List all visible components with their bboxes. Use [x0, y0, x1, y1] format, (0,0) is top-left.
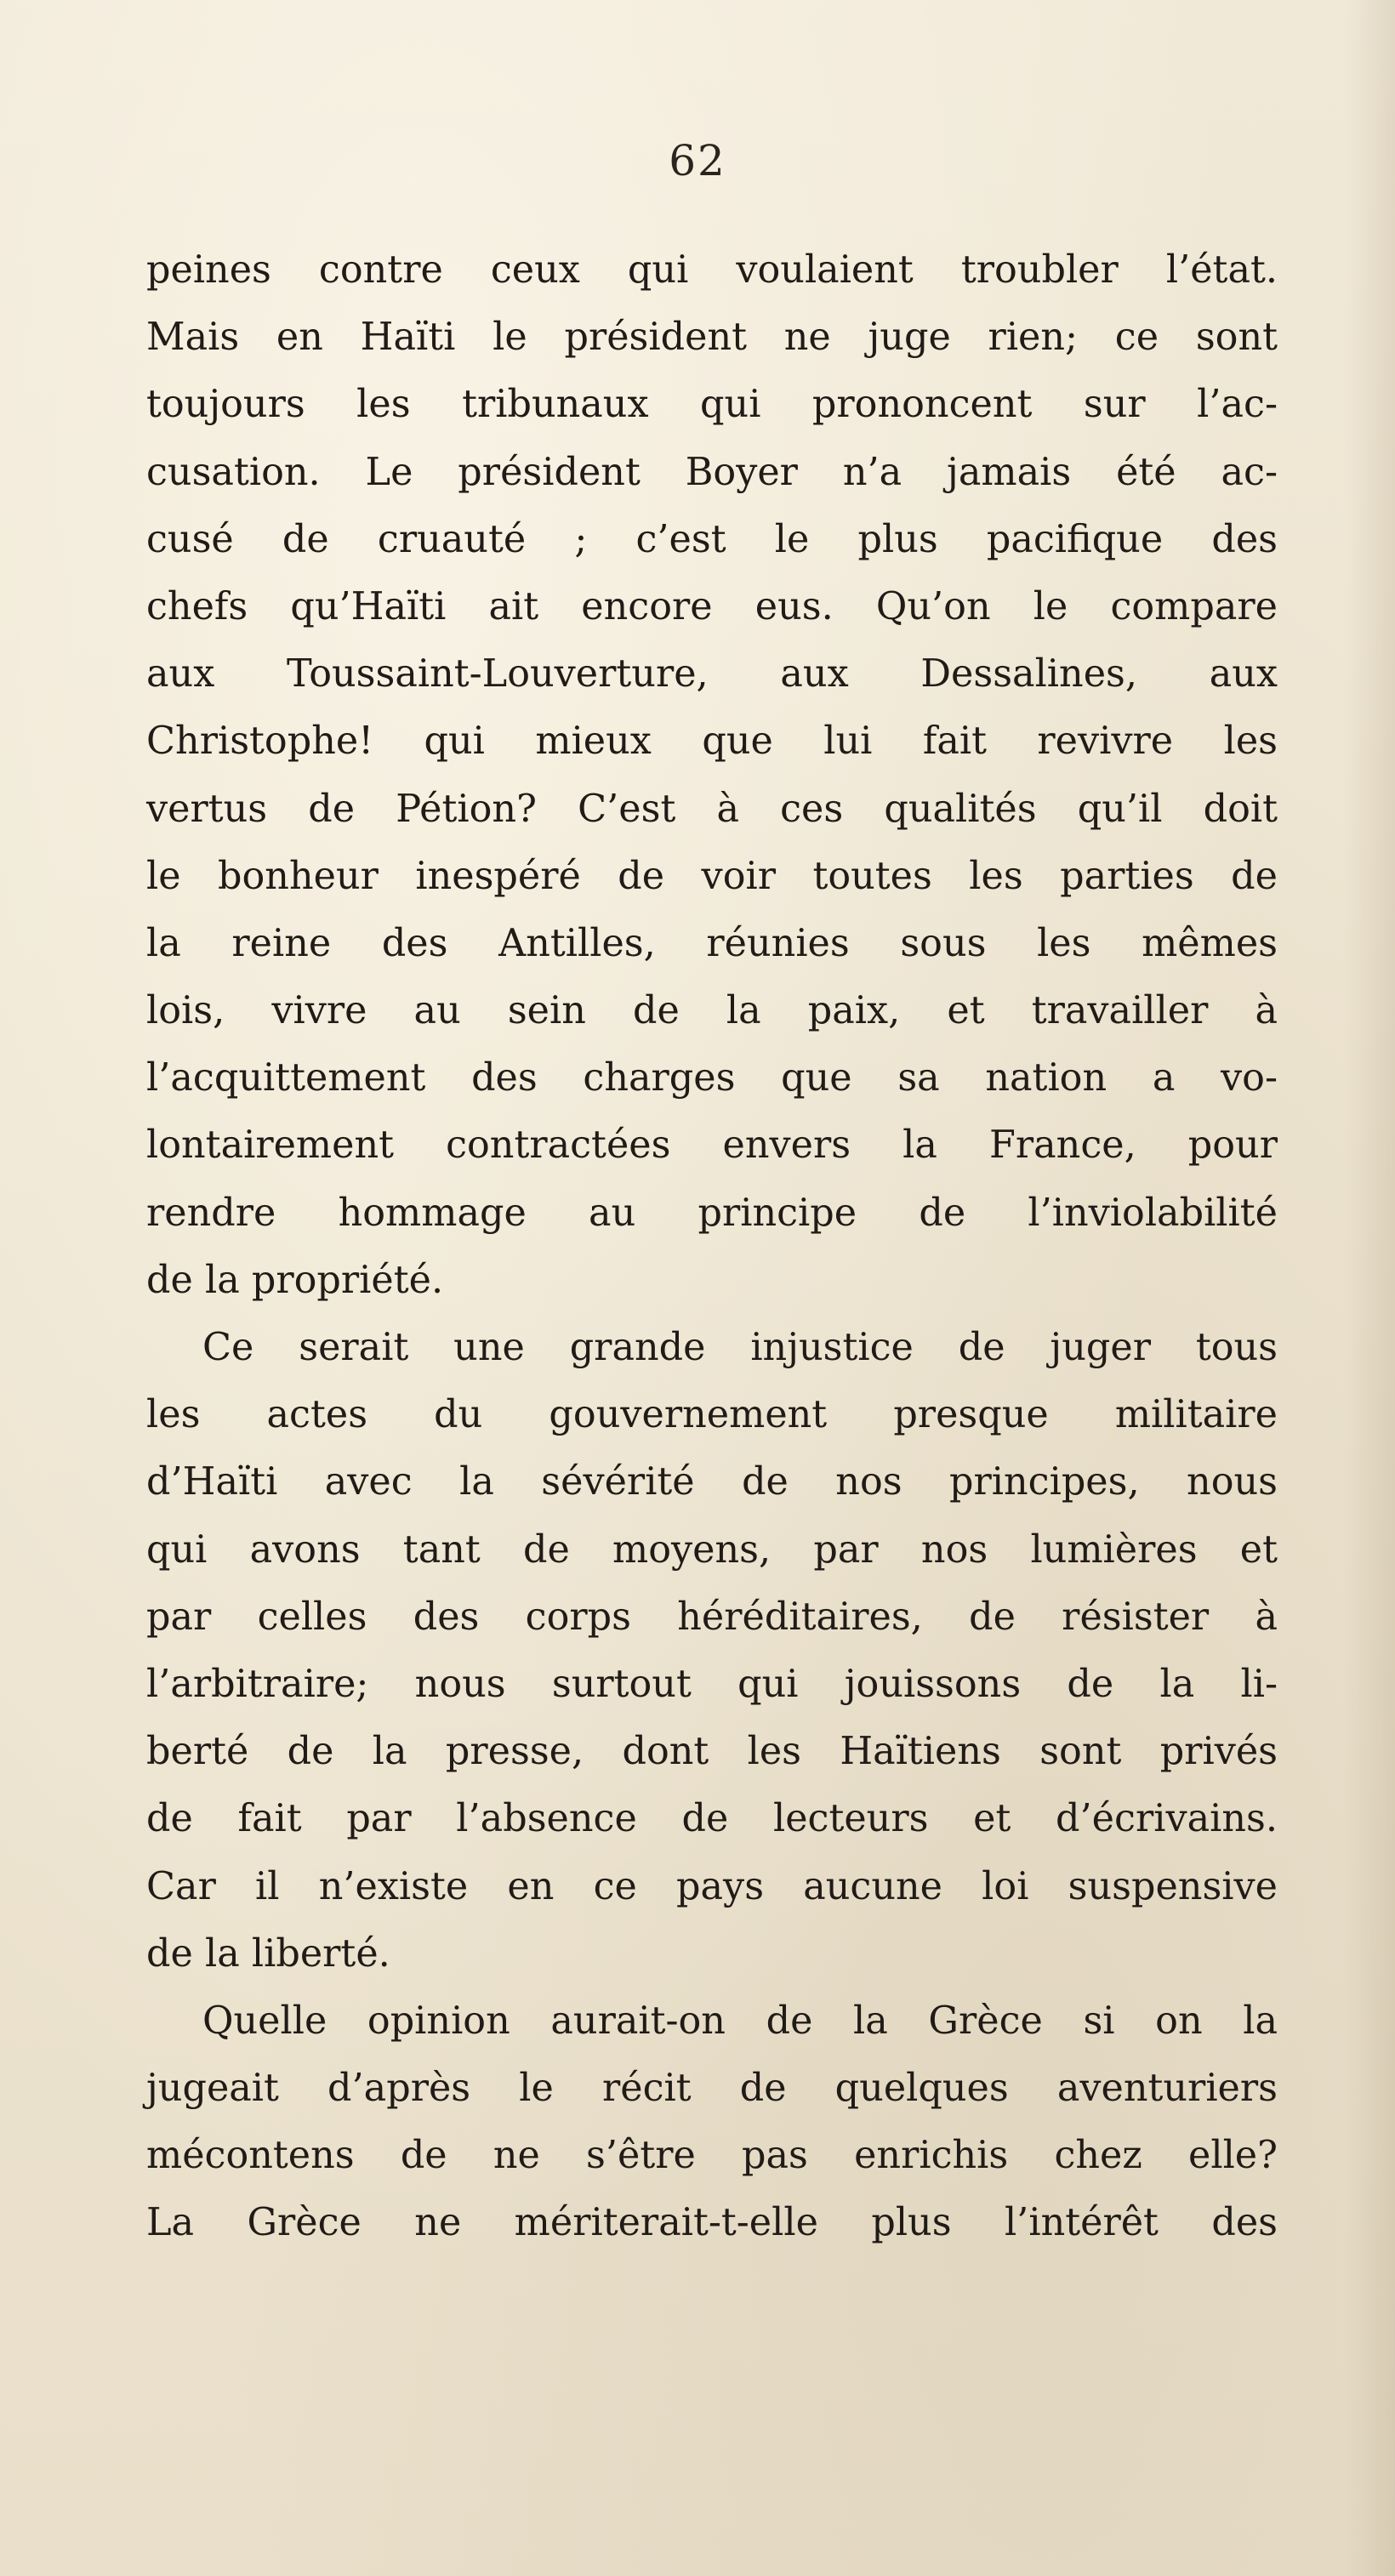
text-line: qui avons tant de moyens, par nos lumières et — [146, 1527, 1278, 1572]
text-line: aux Toussaint-Louverture, aux Dessalines, aux — [146, 652, 1278, 697]
text-line: toujours les tribunaux qui prononcent sur l’ac- — [146, 383, 1278, 427]
page-number: 62 — [669, 136, 726, 185]
text-line: Car il n’existe en ce pays aucune loi suspensive — [146, 1864, 1278, 1908]
text-line: berté de la presse, dont les Haïtiens sont privés — [146, 1730, 1278, 1774]
text-line: lontairement contractées envers la France, pour — [146, 1123, 1278, 1168]
text-line: Quelle opinion aurait-on de la Grèce si on la — [202, 1999, 1278, 2043]
text-line: jugeait d’après le récit de quelques aventuriers — [146, 2067, 1278, 2111]
text-line: d’Haïti avec la sévérité de nos principes, nous — [146, 1460, 1278, 1504]
text-line: Ce serait une grande injustice de juger tous — [202, 1326, 1278, 1369]
text-line: Christophe! qui mieux que lui fait revivre les — [146, 719, 1278, 764]
text-line: de la propriété. — [146, 1258, 444, 1302]
text-line: cusation. Le président Boyer n’a jamais été ac- — [146, 450, 1278, 494]
text-line: cusé de cruauté ; c’est le plus pacifique des — [146, 517, 1278, 561]
text-line: peines contre ceux qui voulaient troubler l’état. — [146, 248, 1278, 292]
text-line: par celles des corps héréditaires, de résister à — [146, 1595, 1278, 1639]
text-line: lois, vivre au sein de la paix, et travailler à — [146, 989, 1278, 1033]
text-line: rendre hommage au principe de l’inviolabilité — [146, 1191, 1278, 1235]
text-line: de la liberté. — [146, 1931, 390, 1976]
text-line: l’arbitraire; nous surtout qui jouissons de la li- — [146, 1662, 1278, 1706]
text-line: la reine des Antilles, réunies sous les mêmes — [146, 921, 1278, 965]
text-line: le bonheur inespéré de voir toutes les parties de — [146, 854, 1278, 898]
text-line: chefs qu’Haïti ait encore eus. Qu’on le compare — [146, 584, 1278, 628]
body-text — [146, 236, 1278, 2257]
text-line: Mais en Haïti le président ne juge rien; ce sont — [146, 316, 1278, 360]
text-line: vertus de Pétion? C’est à ces qualités qu’il doit — [146, 787, 1278, 831]
page-edge-shadow — [1344, 0, 1395, 2576]
text-line: de fait par l’absence de lecteurs et d’écrivains. — [146, 1797, 1278, 1841]
text-line: La Grèce ne mériterait-t-elle plus l’intérêt des — [146, 2201, 1278, 2245]
text-line: les actes du gouvernement presque militaire — [146, 1393, 1278, 1437]
text-line: mécontens de ne s’être pas enrichis chez elle? — [146, 2134, 1278, 2178]
text-line: l’acquittement des charges que sa nation a vo- — [146, 1056, 1278, 1100]
